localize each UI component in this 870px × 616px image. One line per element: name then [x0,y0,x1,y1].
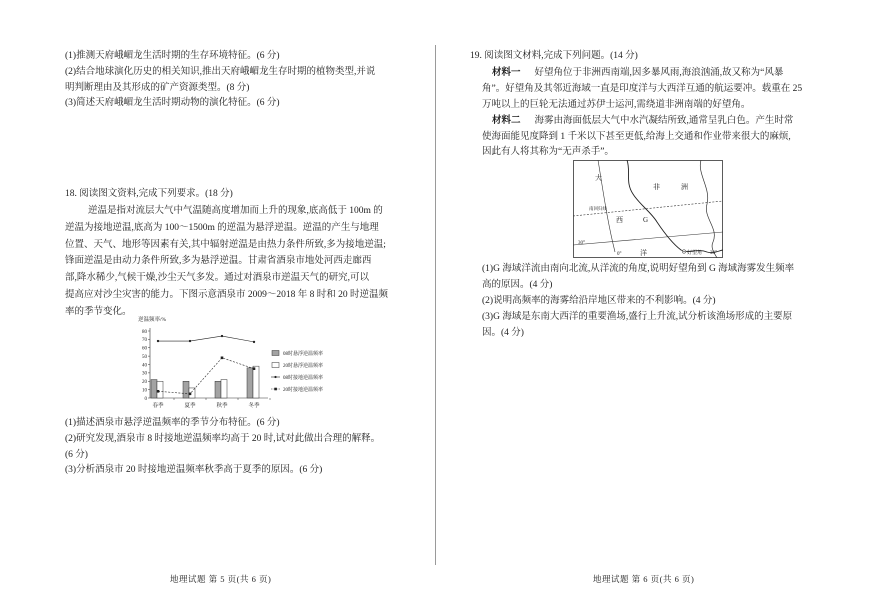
x-tick-label: 夏季 [184,403,196,409]
question-17-2: (2)结合地球演化历史的相关知识,推出天府峨嵋龙生存时期的植物类型,并说 [65,67,376,77]
series-line [158,336,254,342]
question-17-1: (1)推测天府峨嵋龙生活时期的生存环境特征。(6 分) [65,51,280,61]
question-19-2: (2)说明高频率的海雾给沿岸地区带来的不利影响。(4 分) [482,296,716,306]
material-line: 提高应对沙尘灾害的能力。下图示意酒泉市 2009～2018 年 8 时和 20 时逆温频 [65,290,389,300]
ocean-label: 大 [595,174,602,182]
y-tick-label: 30 [142,371,147,377]
material-2 [492,115,793,128]
y-tick-label: 80 [142,329,147,335]
page-6 [435,0,870,616]
question-17-2-cont: 明判断理由及其形成的矿产资源类型。(8 分) [65,83,250,93]
material-line: 万吨以上的巨轮无法通过苏伊士运河,需绕道非洲南端的好望角。 [482,100,751,110]
data-point [189,340,191,342]
legend-label: 08时接地逆温频率 [283,376,324,381]
question-18-1: (1)描述酒泉市悬浮逆温频率的季节分布特征。(6 分) [65,418,280,428]
y-tick-label: 50 [142,354,147,360]
data-point [221,357,224,360]
material-1 [492,67,783,80]
latitude-label: 30° [578,241,585,246]
material-line: 逆温是指对流层大气中气温随高度增加而上升的现象,底高低于 100m 的 [88,206,383,216]
question-18-2-cont: (6 分) [65,450,88,460]
page-footer: 地理试题 第 6 页(共 6 页) [593,574,695,584]
x-tick-label: 春季 [152,403,164,409]
material-line: 部,降水稀少,气候干燥,沙尘天气多发。通过对酒泉市逆温天气的研究,可以 [65,273,370,283]
bar [183,381,189,398]
question-17-3: (3)简述天府峨嵋龙生活时期动物的演化特征。(6 分) [65,98,280,108]
bar [253,366,259,398]
question-18-heading: 18. 阅读图文资料,完成下列要求。(18 分) [65,189,233,199]
data-point [157,340,159,342]
data-point [253,367,256,370]
question-19-3-cont: 因。(4 分) [482,328,524,338]
material-line: 海雾由海面低层大气中水汽凝结所致,通常呈乳白色。产生时常 [534,116,794,126]
y-tick-label: 20 [142,380,147,386]
bar [151,380,157,398]
y-tick-label: 10 [142,388,147,394]
meridian-label: 0° [617,252,622,257]
data-point [189,393,192,396]
legend-label: 20时接地逆温频率 [283,388,324,393]
material-line: 位置、天气、地形等因素有关,其中辐射逆温是由热力条件所致,多为接地逆温; [65,240,386,250]
bar [157,381,163,398]
question-19-1-cont: 高的原因。(4 分) [482,280,553,290]
bar [221,380,227,398]
question-18-2: (2)研究发现,酒泉市 8 时接地逆温频率均高于 20 时,试对此做出合理的解释。 [65,434,381,444]
bar [247,368,253,398]
y-tick-label: 0 [144,396,147,402]
data-point [221,335,223,337]
legend-marker [274,376,276,378]
legend-swatch [272,351,279,356]
x-tick-label: 冬季 [248,403,260,409]
question-18-3: (3)分析酒泉市 20 时接地逆温频率秋季高于夏季的原因。(6 分) [65,465,323,475]
continent-label: 洲 [681,183,688,191]
y-tick-label: 60 [142,346,147,352]
material-line: 好望角位于非洲西南端,因多暴风雨,海浪汹涌,故又称为“风暴 [534,68,784,78]
question-19-3: (3)G 海域是东南大西洋的重要渔场,盛行上升流,试分析该渔场形成的主要原 [482,312,793,322]
continent-label: 非 [653,183,660,191]
y-axis-title: 逆温频率/% [138,317,167,323]
data-point [157,390,160,393]
material-line: 逆温为接地逆温,底高为 100～1500m 的逆温为悬浮逆温。逆温的产生与地理 [65,223,379,233]
y-tick-label: 40 [142,363,147,369]
material-1-label: 材料一 [492,68,521,78]
legend-label: 20时悬浮逆温频率 [283,364,324,369]
cape-marker-dot [683,251,684,252]
x-tick-label: 秋季 [216,403,228,409]
question-19-heading: 19. 阅读图文材料,完成下列问题。(14 分) [470,51,638,61]
material-line: 使海面能见度降到 1 千米以下甚至更低,给海上交通和作业带来很大的麻烦, [482,132,791,142]
cape-label: 好望角 [687,251,703,256]
data-point [253,341,255,343]
ocean-label: 西 [616,216,623,224]
ocean-label: 洋 [640,249,647,257]
material-line: 因此有人将其称为“无声杀手”。 [482,147,614,157]
series-line [158,358,254,394]
area-g-label: G [643,216,649,224]
y-tick-label: 70 [142,338,147,344]
material-2-label: 材料二 [492,116,521,126]
legend-swatch [272,363,279,368]
meridian-label: 30° [710,251,717,256]
legend-label: 08时悬浮逆温频率 [283,352,324,357]
page-footer: 地理试题 第 5 页(共 6 页) [170,574,272,584]
bar [215,381,221,398]
material-line: 角”。好望角及其邻近海域一直是印度洋与大西洋互通的航运要冲。载重在 25 [482,84,803,94]
material-line: 锋面逆温是由动力条件所致,多为悬浮逆温。甘肃省酒泉市地处河西走廊西 [65,256,372,266]
material-line: 率的季节变化。 [65,307,132,317]
legend-marker [274,388,277,391]
cape-region-map [573,160,723,258]
tropic-label: 南回归线 [589,206,607,211]
question-19-1: (1)G 海域洋流由南向北流,从洋流的角度,说明好望角到 G 海域海雾发生频率 [482,264,795,274]
inversion-frequency-chart [118,312,358,414]
